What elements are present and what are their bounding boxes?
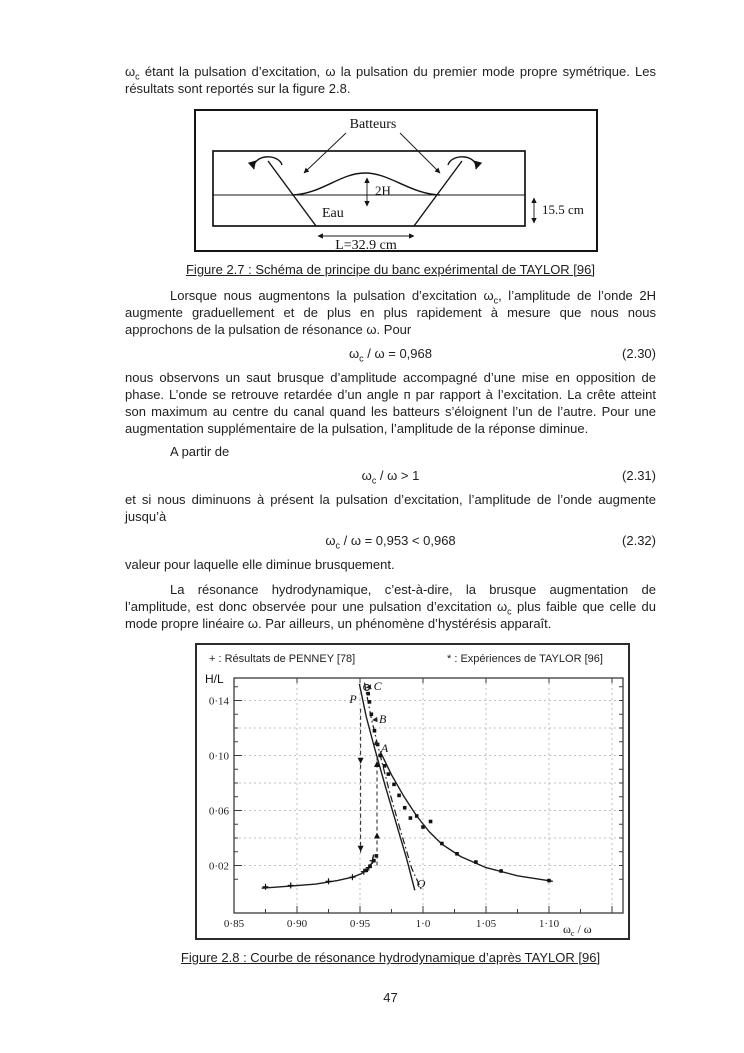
svg-text:0·02: 0·02	[208, 860, 229, 873]
intro-paragraph: $\omega_c$ étant la pulsation d’excitation, ω la pulsation du premier mode propre symétrique. Les résultats sont reportés sur la figure 2.8.	[125, 64, 656, 96]
svg-text:B: B	[379, 712, 387, 727]
paragraph: valeur pour laquelle elle diminue brusquement.	[125, 557, 395, 572]
label-length: L=32.9 cm	[335, 238, 397, 250]
svg-text:A: A	[380, 740, 389, 755]
equation-formula: $\omega_c / \omega = 0,968$	[349, 346, 432, 364]
equation-row-231	[125, 467, 656, 484]
batteurs-arrow-left-icon	[304, 133, 346, 173]
taylor-bench-diagram	[196, 111, 596, 250]
paragraph: nous observons un saut brusque d’amplitude accompagné d’une mise en opposition de phase. L’onde se retrouve retardée d’un angle п par rapport à l’excitation. La crête atteint son maximum au centre du canal quand les batteurs s’éloignent l’un de l’autre. Pour une augmentation supplémentaire de la pulsation, l’amplitude de la réponse diminue.	[125, 370, 656, 436]
svg-text:1·0: 1·0	[415, 918, 431, 930]
page-number: 47	[383, 990, 398, 1005]
label-eau: Eau	[322, 206, 344, 221]
svg-text:0·85: 0·85	[223, 918, 245, 930]
figure-2-7-box	[194, 109, 598, 252]
equation-row-232	[125, 532, 656, 549]
label-batteurs: Batteurs	[349, 117, 397, 132]
svg-text:0·95: 0·95	[349, 918, 371, 930]
chart-legend-taylor: * : Expériences de TAYLOR [96]	[447, 653, 603, 665]
figure-2-8-caption: Figure 2.8 : Courbe de résonance hydrodynamique d’après TAYLOR [96]	[180, 950, 601, 965]
paragraph: La résonance hydrodynamique, c’est-à-dire, la brusque augmentation de l’amplitude, est donc observée pour une pulsation d’excitation $\omega_c$ plus faible que celle du mode propre linéaire ω. Par ailleurs, un phénomène d’hystérésis apparaît.	[125, 582, 656, 631]
left-paddle	[268, 161, 316, 226]
label-wave-height: 2H	[375, 183, 391, 198]
content-column	[125, 63, 656, 1005]
equation-formula: $\omega_c / \omega = 0,953 < 0,968$	[325, 533, 456, 551]
svg-text:0·06: 0·06	[208, 805, 229, 818]
equation-number: (2.30)	[622, 346, 656, 361]
svg-text:C: C	[373, 679, 382, 694]
svg-text:0·90: 0·90	[286, 918, 308, 930]
label-depth: 15.5 cm	[542, 202, 584, 217]
figure-2-8-box	[195, 643, 630, 940]
svg-text:1·05: 1·05	[475, 918, 497, 930]
equation-row-230	[125, 345, 656, 362]
paragraph: et si nous diminuons à présent la pulsation d’excitation, l’amplitude de l’onde augmente jusqu’à	[125, 492, 656, 524]
resonance-chart	[197, 645, 628, 938]
svg-text:1·10: 1·10	[538, 918, 560, 930]
figure-2-7-caption: Figure 2.7 : Schéma de principe du banc expérimental de TAYLOR [96]	[185, 262, 595, 277]
svg-text:P: P	[349, 692, 357, 707]
paragraph: A partir de	[170, 444, 230, 459]
y-axis-label: H/L	[205, 672, 224, 686]
svg-text:0·14: 0·14	[208, 695, 229, 708]
equation-number: (2.31)	[622, 468, 656, 483]
equation-number: (2.32)	[622, 533, 656, 548]
batteurs-arrow-right-icon	[400, 133, 440, 173]
left-rotation-arrow-icon	[254, 157, 282, 169]
svg-text:0·10: 0·10	[208, 750, 229, 763]
x-axis-title: $\omega_c$ / ω	[563, 922, 592, 938]
paragraph: Lorsque nous augmentons la pulsation d’excitation $\omega_c$, l’amplitude de l’onde 2H augmente graduellement et de plus en plus rapidement à mesure que nous nous approchons de la pulsation de résonance ω. Pour	[125, 288, 656, 337]
chart-legend-penney: + : Résultats de PENNEY [78]	[209, 653, 356, 665]
wave-profile	[292, 173, 440, 195]
right-rotation-arrow-icon	[448, 157, 476, 169]
tank-outline	[213, 151, 525, 226]
equation-formula: $\omega_c / \omega > 1$	[361, 468, 420, 486]
svg-text:O: O	[416, 876, 426, 891]
